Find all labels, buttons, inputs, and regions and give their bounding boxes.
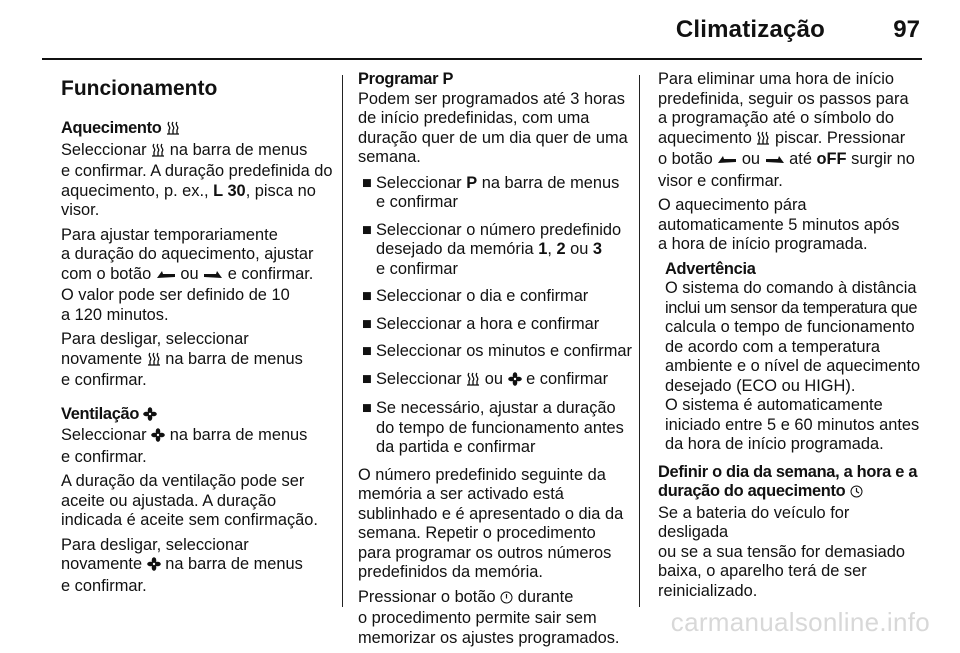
reset-paragraph: Se a bateria do veículo for desligada ou se a sua tensão for demasiado baixa, o aparelho terá de ser reinicializado.: [658, 503, 905, 600]
page-number: 97: [893, 16, 920, 43]
ventilation-heading: Ventilação: [61, 405, 336, 427]
reset-heading: Definir o dia da semana, a hora e a duração do aquecimento: [658, 463, 923, 504]
program-intro: Podem ser programados até 3 horas de início predefinidas, com uma duração quer de um dia quer de uma semana.: [358, 89, 628, 166]
left-button-icon: [717, 152, 737, 172]
column-1: [61, 70, 336, 601]
note-block: [665, 260, 923, 455]
heating-paragraph-3: Para desligar, seleccionar novamente na barra de menus e confirmar.: [61, 330, 303, 389]
fan-icon: [151, 428, 165, 448]
list-item: ■ Se necessário, ajustar a duração do tempo de funcionamento antes da partida e confirmar: [362, 399, 624, 456]
list-item: ■ Seleccionar o número predefinido desejado da memória 1, 2 ou 3 e confirmar: [362, 220, 622, 278]
list-item: ■ Seleccionar os minutos e confirmar: [362, 342, 632, 360]
program-paragraph-3: Pressionar o botão durante o procedimento permite sair sem memorizar os ajustes programados.: [358, 587, 620, 647]
heating-paragraph-2: Para ajustar temporariamente a duração do aquecimento, ajustar com o botão ou e confirmar. O valor pode ser definido de 10 a 120 minutos.: [61, 225, 314, 324]
program-paragraph-2: O número predefinido seguinte da memória a ser activado está sublinhado e é apresentado o dia da semana. Repetir o procedimento para programar os outros números predefinidos da memória.: [358, 465, 624, 581]
heater-icon: [166, 121, 180, 141]
fan-icon: [508, 372, 522, 392]
column-divider-1: [342, 75, 343, 607]
watermark: carmanualsonline.info: [670, 607, 930, 637]
right-button-icon: [765, 152, 785, 172]
list-item: ■ Seleccionar ou e confirmar: [358, 370, 633, 392]
delete-paragraph: Para eliminar uma hora de início predefinida, seguir os passos para a programação até o símbolo do aquecimento piscar. Pressionar o botão ou até oFF surgir no visor e confirmar.: [658, 70, 915, 190]
column-3: [658, 70, 923, 606]
heating-paragraph-1: Seleccionar na barra de menus e confirmar. A duração predefinida do aquecimento, p. ex., L 30, pisca no visor.: [61, 140, 333, 219]
list-item: ■ Seleccionar a hora e confirmar: [362, 314, 600, 333]
heating-heading: Aquecimento: [61, 119, 336, 141]
list-item: ■ Seleccionar P na barra de menus e confirmar: [362, 173, 620, 211]
program-steps: [358, 174, 633, 458]
page-header-title: Climatização: [675, 16, 825, 43]
fan-icon: [147, 557, 161, 577]
power-button-icon: [500, 590, 513, 610]
heater-icon: [756, 131, 770, 151]
column-divider-2: [639, 75, 640, 607]
auto-stop-paragraph: O aquecimento pára automaticamente 5 minutos após a hora de início programada.: [658, 196, 900, 253]
ventilation-paragraph-2: A duração da ventilação pode ser aceite ou ajustada. A duração indicada é aceite sem confirmação.: [61, 472, 318, 529]
heater-icon: [466, 372, 480, 392]
program-heading: Programar P: [358, 70, 454, 88]
header-rule: [42, 58, 922, 60]
right-button-icon: [203, 267, 223, 287]
note-heading: Advertência: [665, 259, 756, 278]
heater-icon: [151, 143, 165, 163]
fan-icon: [143, 407, 157, 427]
left-button-icon: [156, 267, 176, 287]
column-2: [358, 70, 633, 653]
note-text: O sistema do comando à distância inclui um sensor da temperatura que calcula o tempo de funcionamento de acordo com a temperatura ambiente e o nível de aquecimento desejado (ECO ou HIGH). O sistema é automaticamente iniciado entre 5 e 60 minutos antes da hora de início programada.: [665, 279, 921, 453]
clock-icon: [850, 484, 863, 504]
section-title: Funcionamento: [61, 77, 218, 100]
list-item: ■ Seleccionar o dia e confirmar: [362, 287, 589, 305]
heater-icon: [147, 352, 161, 372]
ventilation-paragraph-1: Seleccionar na barra de menus e confirmar.: [61, 426, 308, 466]
ventilation-paragraph-3: Para desligar, seleccionar novamente na barra de menus e confirmar.: [61, 535, 303, 595]
